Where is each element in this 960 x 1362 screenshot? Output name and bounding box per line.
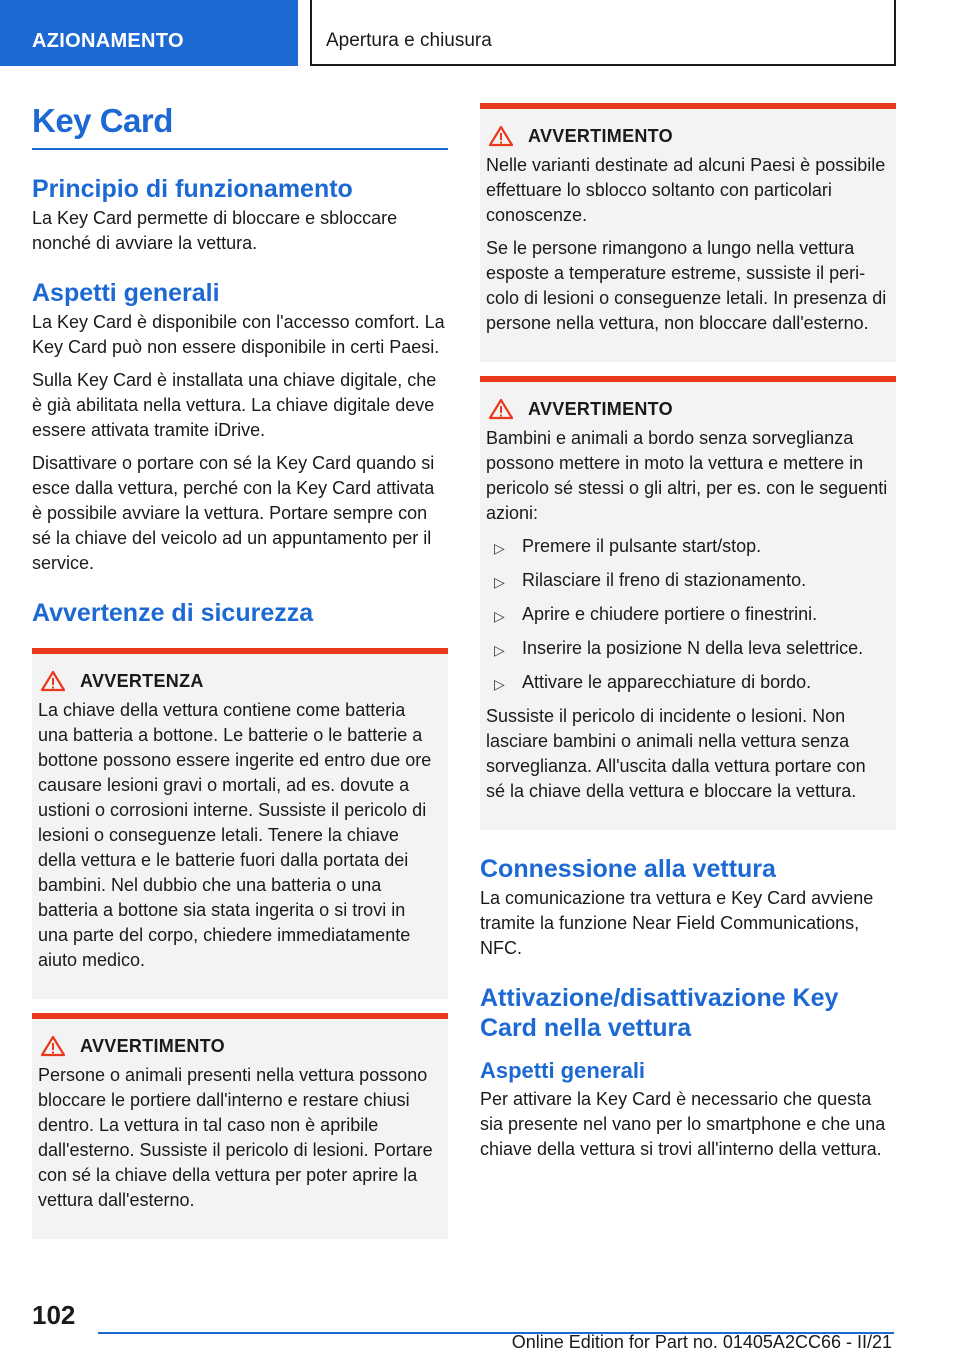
connessione-text: La comunicazione tra vettura e Key Card avviene tramite la funzione Near Field Communications, NFC.: [480, 888, 874, 958]
warning-text: Persone o animali presenti nella vettura possono bloccare le portiere dall'interno e restare chiusi dentro. La vettura in tal caso non è apribile dall'esterno. Sussiste il pericolo di lesioni. Portare con sé la chiave della vettura per poter aprire la vettura dall'esterno.: [38, 1065, 433, 1210]
warning-box-children: [480, 376, 896, 830]
heading-connessione: Connessione alla vettura: [480, 855, 776, 883]
right-column: [480, 103, 896, 1170]
triangle-bullet-icon: ▷: [494, 642, 505, 658]
triangle-bullet-icon: ▷: [494, 676, 505, 692]
triangle-bullet-icon: ▷: [494, 540, 505, 556]
heading-principio: Principio di funzionamento: [32, 175, 353, 203]
subheading-aspetti: Aspetti generali: [480, 1058, 646, 1083]
page-footer: [0, 1296, 960, 1362]
warning-box-unlock: [480, 103, 896, 362]
list-item: ▷ Premere il pulsante start/stop.: [494, 534, 888, 561]
aspetti-paragraph-2: Sulla Key Card è installata una chiave digitale, che è già abilitata nella vettura. La chiave digitale deve essere attivata tramite iDrive.: [32, 370, 437, 440]
edition-info: Online Edition for Part no. 01405A2CC66 - II/21: [511, 1332, 892, 1352]
warning-text: Se le persone rimangono a lungo nella vettura esposte a temperature estreme, sussiste il pericolo di lesioni o conseguenze letali. In presenza di persone nella vettura, non bloccare dall'esterno.: [486, 238, 887, 333]
principio-text: La Key Card permette di bloccare e sbloccare nonché di avviare la vettura.: [32, 208, 398, 253]
warning-triangle-icon: [488, 398, 514, 420]
chapter-title: Apertura e chiusura: [310, 0, 896, 66]
warning-box-locked-in: [32, 1013, 448, 1239]
aspetti-paragraph-1: La Key Card è disponibile con l'accesso comfort. La Key Card può non essere disponibile in certi Paesi.: [32, 312, 445, 357]
warning-outro: Sussiste il pericolo di incidente o lesioni. Non lasciare bambini o animali nella vettura senza sorveglianza. All'uscita dalla vettura portare con sé la chiave della vettura e bloccare la vettura.: [486, 706, 866, 801]
warning-action-list: [494, 534, 888, 697]
page-number: 102: [32, 1300, 76, 1330]
warning-triangle-icon: [40, 1035, 66, 1057]
warning-text: La chiave della vettura contiene come batteria una batteria a bottone. Le batterie o le batterie a bottone possono essere ingerite ed entro due ore causare lesioni gravi o mortali, ad es. dovute a ustioni o corrosioni interne. Sussiste il pericolo di lesioni o conseguenze letali. Tenere la chiave della vettura e le batterie fuori dalla portata dei bambini. Nel dubbio che una batteria o una batteria a bottone sia stata ingerita o si trovi in una parte del corpo, chiedere immediatamente aiuto medico.: [38, 700, 432, 970]
triangle-bullet-icon: ▷: [494, 608, 505, 624]
left-column: [32, 100, 448, 1239]
warning-title: AVVERTIMENTO: [528, 125, 673, 146]
page-title: Key Card: [32, 100, 448, 150]
heading-aspetti: Aspetti generali: [32, 279, 220, 307]
list-item: ▷ Aprire e chiudere portiere o finestrini.: [494, 602, 888, 629]
warning-triangle-icon: [488, 125, 514, 147]
list-item: ▷ Inserire la posizione N della leva selettrice.: [494, 636, 888, 663]
warning-box-battery: [32, 648, 448, 999]
warning-text: Nelle varianti destinate ad alcuni Paesi è possibile effettuare lo sblocco soltanto con particolari conoscenze.: [486, 155, 886, 225]
heading-sicurezza: Avvertenze di sicurezza: [32, 599, 314, 627]
section-tab: AZIONAMENTO: [0, 0, 298, 66]
warning-title: AVVERTIMENTO: [80, 1035, 225, 1056]
aspetti-paragraph-3: Disattivare o portare con sé la Key Card quando si esce dalla vettura, perché con la Key Card attivata è possibile avviare la vettura. Portare sempre con sé la chiave del veicolo ad un appuntamento per il service.: [32, 453, 435, 573]
warning-title: AVVERTENZA: [80, 670, 204, 691]
attivazione-text: Per attivare la Key Card è necessario che questa sia presente nel vano per lo smartphone e che una chiave della vettura si trovi all'interno della vettura.: [480, 1089, 886, 1159]
heading-attivazione: Attivazione/disattivazione Key Card nella vettura: [480, 984, 839, 1042]
page-header: [0, 0, 960, 66]
warning-title: AVVERTIMENTO: [528, 398, 673, 419]
warning-intro: Bambini e animali a bordo senza sorveglianza possono mettere in moto la vettura e mettere in pericolo sé stessi o gli altri, per es. con le seguenti azioni:: [486, 428, 888, 523]
warning-triangle-icon: [40, 670, 66, 692]
triangle-bullet-icon: ▷: [494, 574, 505, 590]
list-item: ▷ Attivare le apparecchiature di bordo.: [494, 670, 888, 697]
list-item: ▷ Rilasciare il freno di stazionamento.: [494, 568, 888, 595]
